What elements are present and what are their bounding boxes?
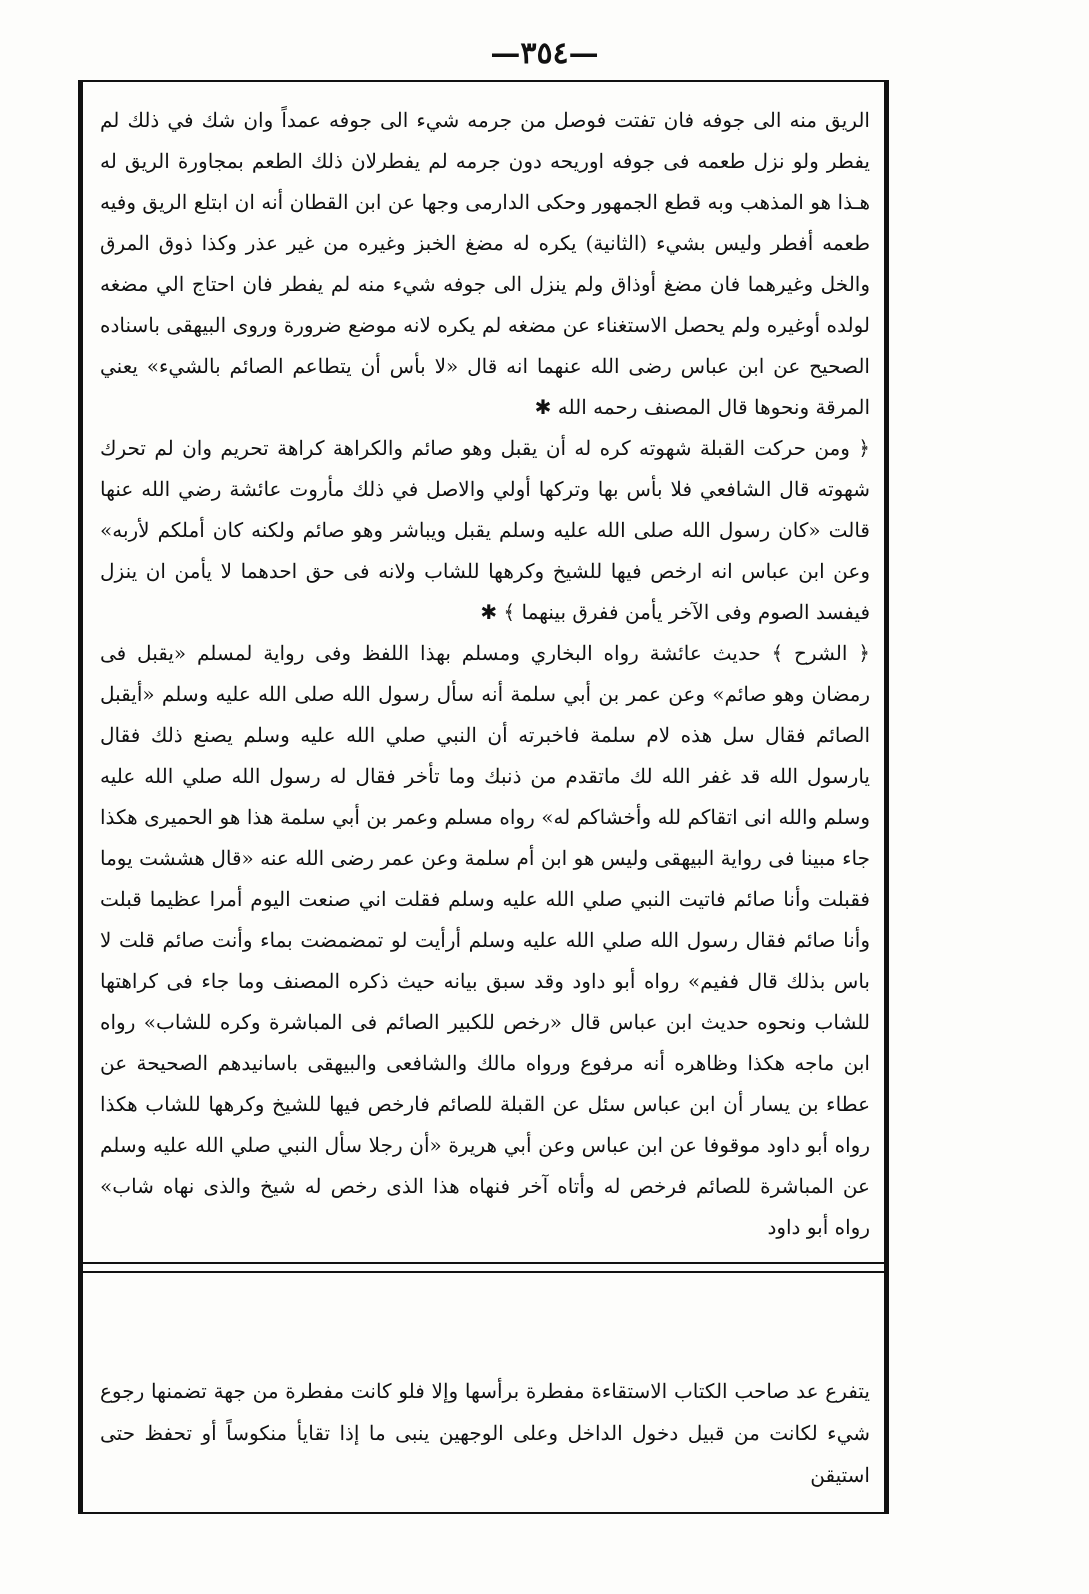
paragraph-matn: ﴿ ومن حركت القبلة شهوته كره له أن يقبل وهو صائم والكراهة كراهة تحريم وان لم تحرك شهوته قال الشافعي فلا بأس بها وتركها أولي والاصل في ذلك مأروت عائشة رضي الله عنها قالت «كان رسول الله صلى الله عليه وسلم يقبل ويباشر وهو صائم ولكنه كان أملكم لأربه» وعن ابن عباس انه ارخص فيها للشيخ وكرهها للشاب ولانه فى حق احدهما لا يأمن ان ينزل فيفسد الصوم وفى الآخر يأمن ففرق بينهما ﴾ ✱ [100,436,870,624]
footnote-text: يتفرع عد صاحب الكتاب الاستقاءة مفطرة برأسها وإلا فلو كانت مفطرة من جهة تضمنها رجوع شيء لكانت من قبيل دخول الداخل وعلى الوجهين ينبى ما إذا تقايأ منكوساً أو تحفظ حتى استيقن [100,1379,870,1487]
footnote-divider [83,1262,884,1264]
main-text-body [100,100,870,1239]
footnote-divider-inner [83,1271,884,1273]
paragraph-sharh: ﴿ الشرح ﴾ حديث عائشة رواه البخاري ومسلم بهذا اللفظ وفى رواية لمسلم «يقبل فى رمضان وهو صائم» وعن عمر بن أبي سلمة أنه سأل رسول الله صلى الله عليه وسلم «أيقبل الصائم فقال سل هذه لام سلمة فاخبرته أن النبي صلي الله عليه وسلم يصنع ذلك فقال يارسول الله قد غفر الله لك ماتقدم من ذنبك وما تأخر فقال له رسول الله صلي الله عليه وسلم والله انى اتقاكم لله وأخشاكم له» رواه مسلم وعمر بن أبي سلمة هذا هو الحميرى هكذا جاء مبينا فى رواية البيهقى وليس هو ابن أم سلمة وعن عمر رضى الله عنه «قال هششت يوما فقبلت وأنا صائم فاتيت النبي صلي الله عليه وسلم فقلت اني صنعت اليوم أمرا عظيما قبلت وأنا صائم فقال رسول الله صلي الله عليه وسلم أرأيت لو تمضمضت بماء وأنت صائم قلت لا باس بذلك قال ففيم» رواه أبو داود وقد سبق بيانه حيث ذكره المصنف وما جاء فى كراهتها للشاب ونحوه حديث ابن عباس قال «رخص للكبير الصائم فى المباشرة وكره للشاب» رواه ابن ماجه هكذا وظاهره أنه مرفوع ورواه مالك والشافعى والبيهقى باسانيدهم الصحيحة عن عطاء بن يسار أن ابن عباس سئل عن القبلة للصائم فارخص فيها للشيخ وكرهها للشاب هكذا رواه أبو داود موقوفا عن ابن عباس وعن أبي هريرة «أن رجلا سأل النبي صلي الله عليه وسلم عن المباشرة للصائم فرخص له وأتاه آخر فنهاه هذا الذى رخص له شيخ والذى نهاه شاب» رواه أبو داود [100,641,870,1239]
page-number: —٣٥٤— [490,36,599,71]
footnote [100,1370,870,1487]
paragraph-commentary-1: الريق منه الى جوفه فان تفتت فوصل من جرمه شيء الى جوفه عمداً وان شك في ذلك لم يفطر ولو نزل طعمه فى جوفه اوريحه دون جرمه لم يفطرلان ذلك الطعم بمجاورة الريق له هـذا هو المذهب وبه قطع الجمهور وحكى الدارمى وجها عن ابن القطان أنه ان ابتلع الريق وفيه طعمه أفطر وليس بشيء (الثانية) يكره له مضغ الخبز وغيره من غير عذر وكذا ذوق المرق والخل وغيرهما فان مضغ أوذاق ولم ينزل الى جوفه شيء منه لم يفطر فان احتاج الي مضغه لولده أوغيره ولم يحصل الاستغناء عن مضغه لم يكره لانه موضع ضرورة وروى البيهقى باسناده الصحيح عن ابن عباس رضى الله عنهما انه قال «لا بأس أن يتطاعم الصائم بالشيء» يعني المرقة ونحوها قال المصنف رحمه الله ✱ [100,108,870,419]
